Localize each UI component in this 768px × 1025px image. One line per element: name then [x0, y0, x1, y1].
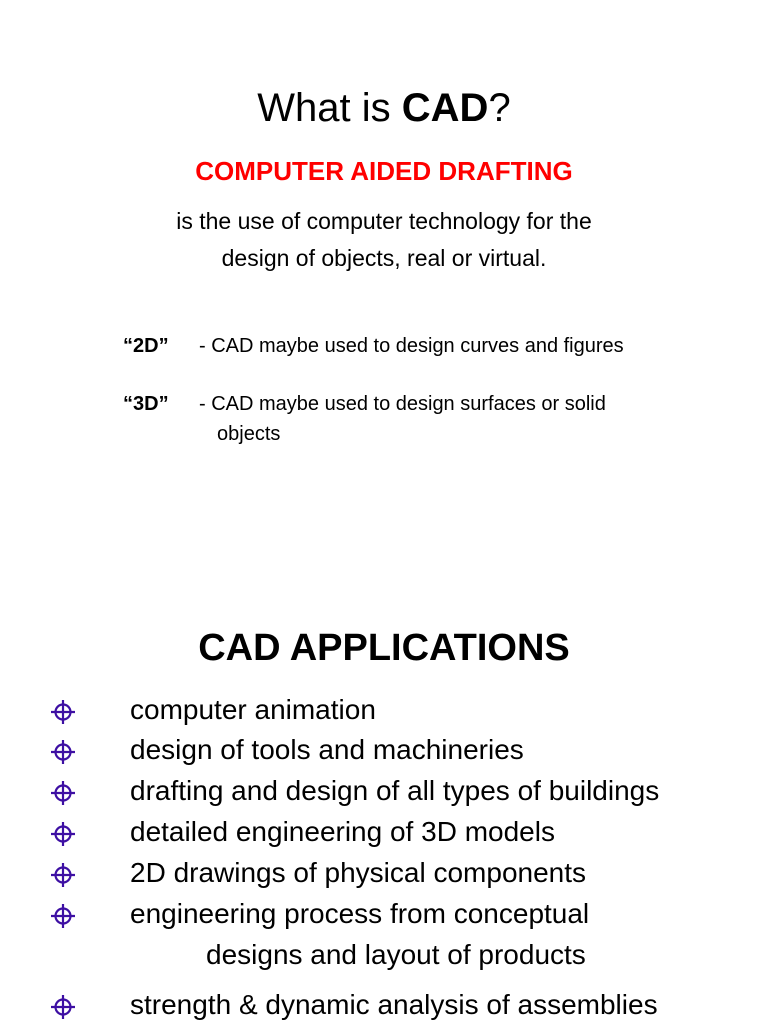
slide-title — [0, 82, 768, 134]
list-item-text: strength & dynamic analysis of assemblies — [130, 989, 658, 1020]
crosshair-icon — [50, 699, 76, 725]
title-suffix: ? — [488, 86, 511, 130]
definition-text: - CAD maybe used to design curves and figures — [199, 335, 624, 357]
crosshair-icon — [50, 739, 76, 765]
crosshair-icon — [50, 821, 76, 847]
slide-what-is-cad — [0, 0, 768, 512]
list-item-text: drafting and design of all types of buildings — [130, 775, 660, 806]
definition-term: “3D” — [123, 393, 169, 415]
title-prefix: What is — [257, 86, 402, 130]
slide-title-applications: CAD APPLICATIONS — [198, 627, 570, 669]
list-item-text: engineering process from conceptual — [130, 898, 590, 929]
list-item-text: design of tools and machineries — [130, 734, 524, 765]
definition-paragraph — [0, 203, 768, 277]
definition-term: “2D” — [123, 335, 169, 357]
list-item-text: detailed engineering of 3D models — [130, 816, 555, 847]
list-item-continuation-text: designs and layout of products — [206, 939, 586, 970]
crosshair-icon — [50, 903, 76, 929]
crosshair-icon — [50, 994, 76, 1020]
definition-text: - CAD maybe used to design surfaces or solid — [199, 393, 606, 415]
definition-continuation: objects — [217, 423, 281, 445]
definition-line: design of objects, real or virtual. — [221, 245, 547, 271]
crosshair-icon — [50, 780, 76, 806]
crosshair-icon — [50, 862, 76, 888]
list-item-text: 2D drawings of physical components — [130, 857, 587, 888]
title-bold-term: CAD — [401, 86, 489, 130]
list-item-text: computer animation — [130, 694, 376, 725]
definition-line: is the use of computer technology for the — [176, 208, 592, 234]
slide-subtitle: COMPUTER AIDED DRAFTING — [195, 156, 573, 186]
